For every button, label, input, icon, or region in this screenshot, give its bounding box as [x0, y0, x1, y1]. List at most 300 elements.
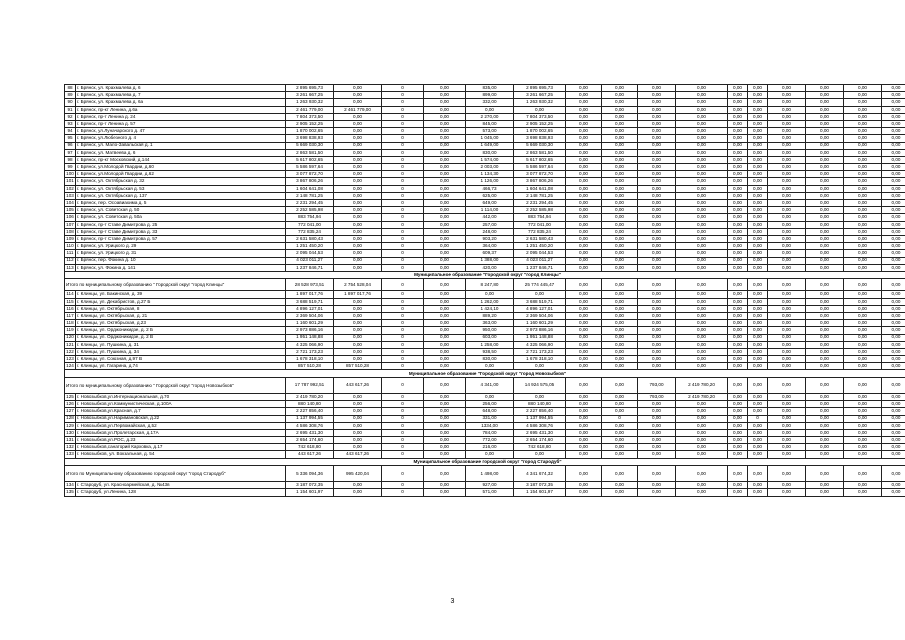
value-cell: 0,00	[334, 156, 382, 163]
value-cell: 0,00	[768, 178, 806, 185]
value-cell: 0,00	[566, 99, 602, 106]
value-cell: 0,00	[602, 408, 638, 415]
value-cell: 0,00	[676, 437, 728, 444]
row-number: 119	[66, 327, 74, 333]
value-cell: 0,00	[676, 85, 728, 92]
row-number: 89	[65, 92, 76, 99]
value-cell: 0	[382, 106, 424, 113]
row-number: 123	[66, 356, 74, 362]
value-cell: 0,00	[566, 85, 602, 92]
value-cell: 0,00	[424, 415, 466, 422]
value-cell: 1 649,00	[466, 142, 514, 149]
value-cell: 0,00	[424, 85, 466, 92]
table-row	[65, 298, 905, 305]
value-cell: 0,00	[748, 393, 768, 400]
address-cell: г. Новозыбков,ул.Наримановская, д.22	[76, 415, 286, 422]
value-cell: 0,00	[768, 106, 806, 113]
value-cell: 1 154 601,97	[514, 489, 566, 496]
value-cell: 0,00	[882, 312, 905, 319]
value-cell: 0,00	[748, 377, 768, 393]
value-cell: 0,00	[728, 235, 748, 242]
table-row	[65, 92, 905, 99]
value-cell: 648,00	[466, 408, 514, 415]
value-cell: 0,00	[676, 92, 728, 99]
value-cell: 0,00	[806, 106, 844, 113]
value-cell: 0,00	[844, 192, 882, 199]
value-cell: 0,00	[806, 451, 844, 458]
value-cell: 0,00	[566, 185, 602, 192]
value-cell: 0,00	[334, 429, 382, 436]
address-cell: г. Брянск, пр-т Ленина д. 57	[76, 120, 286, 127]
value-cell: 1 951 148,88	[514, 334, 566, 341]
table-row	[65, 327, 905, 334]
value-cell: 0,00	[728, 312, 748, 319]
value-cell: 0,00	[844, 106, 882, 113]
value-cell: 0,00	[844, 156, 882, 163]
value-cell: 0,00	[676, 128, 728, 135]
value-cell: 0,00	[602, 429, 638, 436]
value-cell: 0,00	[728, 200, 748, 207]
value-cell: 0,00	[748, 85, 768, 92]
row-number: 116	[66, 305, 74, 311]
value-cell: 0,00	[602, 334, 638, 341]
value-cell: 0,00	[844, 482, 882, 489]
value-cell: 0	[382, 221, 424, 228]
value-cell: 0,00	[882, 327, 905, 334]
value-cell: 0,00	[424, 235, 466, 242]
value-cell: 257,00	[466, 221, 514, 228]
section-header-row	[65, 458, 905, 466]
value-cell: 0,00	[676, 257, 728, 264]
value-cell: 0,00	[768, 250, 806, 257]
value-cell: 0,00	[728, 178, 748, 185]
value-cell: 0,00	[602, 99, 638, 106]
value-cell: 0,00	[424, 149, 466, 156]
table-row	[65, 437, 905, 444]
value-cell: 0,00	[748, 408, 768, 415]
value-cell: 0,00	[768, 99, 806, 106]
value-cell: 0,00	[768, 356, 806, 363]
value-cell: 0,00	[748, 341, 768, 348]
value-cell: 3 688 519,71	[286, 298, 334, 305]
value-cell: 0,00	[334, 408, 382, 415]
row-number: 106	[66, 214, 74, 220]
table-row	[65, 178, 905, 185]
row-number: 95	[65, 135, 76, 142]
value-cell: 899,00	[466, 92, 514, 99]
value-cell: 0,00	[676, 489, 728, 496]
value-cell: 0,00	[768, 363, 806, 370]
value-cell: 0	[382, 377, 424, 393]
value-cell: 0,00	[882, 235, 905, 242]
value-cell: 0,00	[676, 214, 728, 221]
value-cell: 5 617 802,65	[286, 156, 334, 163]
address-cell: г. Брянск, пер. Фокина д. 10	[76, 257, 286, 264]
address-cell: г. Брянск, ул. Матвеева д. 6	[76, 149, 286, 156]
value-cell: 772 835,24	[286, 228, 334, 235]
value-cell: 0,00	[676, 312, 728, 319]
value-cell: 0,00	[424, 408, 466, 415]
value-cell: 0,00	[602, 142, 638, 149]
value-cell: 0,00	[728, 156, 748, 163]
value-cell: 4 325 066,90	[514, 341, 566, 348]
value-cell: 0,00	[424, 334, 466, 341]
value-cell: 0	[382, 305, 424, 312]
value-cell: 2 095 044,53	[286, 250, 334, 257]
value-cell: 0,00	[638, 279, 676, 291]
value-cell: 0	[382, 85, 424, 92]
value-cell: 0,00	[728, 327, 748, 334]
value-cell: 0,00	[638, 482, 676, 489]
table-row	[65, 291, 905, 298]
value-cell: 0,00	[768, 192, 806, 199]
value-cell: 0	[382, 178, 424, 185]
value-cell: 0,00	[882, 250, 905, 257]
value-cell: 466,73	[466, 185, 514, 192]
value-cell: 0,00	[638, 320, 676, 327]
row-number: 127	[66, 408, 74, 414]
value-cell: 2 895 695,73	[286, 85, 334, 92]
value-cell: 0,00	[882, 120, 905, 127]
value-cell: 0,00	[334, 348, 382, 355]
value-cell: 0,00	[882, 348, 905, 355]
value-cell: 0,00	[638, 444, 676, 451]
value-cell: 0,00	[334, 142, 382, 149]
value-cell: 0,00	[806, 429, 844, 436]
value-cell: 0,00	[602, 327, 638, 334]
row-number: 128	[66, 415, 74, 421]
value-cell: 1 951 148,88	[286, 334, 334, 341]
value-cell: 0,00	[334, 92, 382, 99]
value-cell: 443 617,26	[334, 451, 382, 458]
value-cell: 0,00	[334, 264, 382, 271]
value-cell: 0,00	[768, 348, 806, 355]
value-cell: 0,00	[806, 178, 844, 185]
value-cell: 0,00	[748, 291, 768, 298]
value-cell: 0,00	[768, 334, 806, 341]
value-cell: 0,00	[424, 243, 466, 250]
row-number: 135	[66, 489, 74, 495]
value-cell: 0,00	[638, 298, 676, 305]
value-cell: 0,00	[424, 99, 466, 106]
value-cell: 4 341 674,32	[514, 466, 566, 482]
value-cell: 0,00	[638, 120, 676, 127]
table-row	[65, 305, 905, 312]
value-cell: 0,00	[806, 128, 844, 135]
value-cell: 0,00	[844, 120, 882, 127]
value-cell: 0,00	[748, 305, 768, 312]
value-cell: 0,00	[676, 429, 728, 436]
value-cell: 0,00	[638, 305, 676, 312]
value-cell: 442,00	[466, 214, 514, 221]
value-cell: 0,00	[334, 250, 382, 257]
address-cell: г. Брянск, ул. Фокина д. 141	[76, 264, 286, 271]
address-cell: г. Брянск, ул. Урицкого д. 29	[76, 243, 286, 250]
value-cell: 0,00	[768, 327, 806, 334]
row-number: 102	[66, 185, 74, 191]
value-cell: 0,00	[768, 257, 806, 264]
value-cell: 0	[382, 192, 424, 199]
value-cell: 0,00	[424, 305, 466, 312]
value-cell: 0,00	[728, 149, 748, 156]
value-cell: 0,00	[806, 149, 844, 156]
value-cell: 0	[382, 235, 424, 242]
value-cell: 0,00	[882, 99, 905, 106]
value-cell: 0,00	[334, 178, 382, 185]
value-cell: 0,00	[728, 377, 748, 393]
value-cell: 0,00	[882, 85, 905, 92]
value-cell: 0,00	[806, 489, 844, 496]
table-row	[65, 192, 905, 199]
value-cell: 0,00	[566, 92, 602, 99]
row-number: 132	[66, 444, 74, 450]
value-cell: 2 754 528,04	[334, 279, 382, 291]
row-number: 111	[65, 250, 76, 257]
value-cell: 0,00	[882, 408, 905, 415]
value-cell: 0	[382, 228, 424, 235]
value-cell: 0,00	[514, 393, 566, 400]
value-cell: 0,00	[676, 221, 728, 228]
address-cell: г. Брянск, ул. Октябрьская д. 32	[76, 178, 286, 185]
value-cell: 0,00	[676, 451, 728, 458]
value-cell: 0,00	[748, 348, 768, 355]
address-cell: г. Клинцы, ул. Орджоникидзе, д. 2 Б	[76, 327, 286, 334]
value-cell: 2 461 779,00	[334, 106, 382, 113]
value-cell: 4 586 308,76	[286, 422, 334, 429]
value-cell: 0,00	[748, 221, 768, 228]
value-cell: 0,00	[728, 291, 748, 298]
row-number: 109	[66, 235, 74, 241]
value-cell: 1 388,00	[466, 257, 514, 264]
value-cell: 14 924 575,05	[514, 377, 566, 393]
value-cell: 2 419 780,20	[286, 393, 334, 400]
value-cell: 0,00	[676, 120, 728, 127]
value-cell: 0	[382, 128, 424, 135]
row-number: 94	[65, 128, 76, 135]
value-cell: 0	[382, 291, 424, 298]
value-cell: 0,00	[806, 250, 844, 257]
value-cell: 0,00	[882, 257, 905, 264]
value-cell: 0,00	[768, 156, 806, 163]
value-cell: 0,00	[882, 192, 905, 199]
value-cell: 2 905 152,25	[286, 120, 334, 127]
value-cell: 0,00	[882, 451, 905, 458]
value-cell: 0,00	[424, 264, 466, 271]
value-cell: 0,00	[728, 250, 748, 257]
table-row	[65, 135, 905, 142]
value-cell: 0,00	[882, 106, 905, 113]
value-cell: 0,00	[728, 120, 748, 127]
value-cell: 880 140,80	[514, 401, 566, 408]
address-cell: г. Брянск, ул.Любезного д. 4	[76, 135, 286, 142]
row-number: 113	[66, 264, 74, 270]
value-cell: 0,00	[676, 334, 728, 341]
value-cell: 0,00	[638, 429, 676, 436]
value-cell: 0,00	[844, 451, 882, 458]
value-cell: 0,00	[638, 85, 676, 92]
value-cell: 0,00	[638, 408, 676, 415]
value-cell: 1 604 641,08	[514, 185, 566, 192]
value-cell: 0,00	[602, 444, 638, 451]
address-cell: г. Брянск, пр-т Ставе Димитрова д. 25	[76, 221, 286, 228]
value-cell: 0,00	[806, 185, 844, 192]
value-cell: 0,00	[602, 207, 638, 214]
value-cell: 0,00	[768, 320, 806, 327]
value-cell: 2 148 781,25	[286, 192, 334, 199]
value-cell: 0,00	[334, 437, 382, 444]
value-cell: 5 336 094,36	[286, 466, 334, 482]
address-cell: г. Брянск, пр-кт Московский, д.144	[76, 156, 286, 163]
value-cell: 0,00	[806, 298, 844, 305]
value-cell: 4 586 308,76	[514, 422, 566, 429]
value-cell: 0	[382, 320, 424, 327]
value-cell: 0,00	[844, 348, 882, 355]
value-cell: 0,00	[728, 489, 748, 496]
value-cell: 0,00	[602, 437, 638, 444]
value-cell: 0,00	[728, 401, 748, 408]
value-cell: 0,00	[676, 207, 728, 214]
value-cell: 793,00	[638, 377, 676, 393]
value-cell: 0,00	[882, 142, 905, 149]
address-cell: г. Стародуб, ул.Ленина, 128	[76, 489, 286, 496]
value-cell: 0,00	[748, 466, 768, 482]
value-cell: 0,00	[748, 99, 768, 106]
value-cell: 0,00	[806, 113, 844, 120]
value-cell: 7 804 373,50	[286, 113, 334, 120]
value-cell: 0,00	[566, 415, 602, 422]
value-cell: 0,00	[806, 214, 844, 221]
value-cell: 0	[382, 149, 424, 156]
value-cell: 0,00	[424, 437, 466, 444]
value-cell: 2 227 856,40	[286, 408, 334, 415]
value-cell: 3 261 667,25	[514, 92, 566, 99]
value-cell: 0,00	[602, 156, 638, 163]
value-cell: 0,00	[334, 164, 382, 171]
value-cell: 0,00	[844, 113, 882, 120]
value-cell: 0,00	[748, 149, 768, 156]
value-cell: 0,00	[424, 279, 466, 291]
value-cell: 0,00	[844, 489, 882, 496]
table-row	[65, 156, 905, 163]
value-cell: 0,00	[602, 451, 638, 458]
value-cell: 0	[382, 156, 424, 163]
value-cell: 5 617 802,65	[514, 156, 566, 163]
value-cell: 2 631 580,43	[514, 235, 566, 242]
value-cell: 0,00	[748, 264, 768, 271]
value-cell: 0,00	[748, 235, 768, 242]
value-cell: 0,00	[748, 120, 768, 127]
row-number: 114	[66, 291, 74, 297]
value-cell: 0,00	[768, 429, 806, 436]
value-cell: 0,00	[806, 348, 844, 355]
value-cell: 1 678 318,10	[514, 356, 566, 363]
value-cell: 0,00	[466, 363, 514, 370]
value-cell: 0,00	[768, 291, 806, 298]
value-cell: 0,00	[638, 92, 676, 99]
value-cell: 0,00	[768, 489, 806, 496]
value-cell: 0,00	[676, 291, 728, 298]
value-cell: 0,00	[768, 422, 806, 429]
value-cell: 0,00	[882, 214, 905, 221]
value-cell: 3 077 872,70	[286, 171, 334, 178]
value-cell: 0,00	[844, 305, 882, 312]
value-cell: 0,00	[844, 264, 882, 271]
value-cell: 0,00	[768, 142, 806, 149]
address-cell: г. Брянск, ул.Молодой Гвардии, д.60	[76, 164, 286, 171]
value-cell: 0,00	[806, 85, 844, 92]
value-cell: 571,00	[466, 489, 514, 496]
value-cell: 0,00	[638, 489, 676, 496]
value-cell: 0,00	[602, 489, 638, 496]
value-cell: 0,00	[424, 156, 466, 163]
value-cell: 0,00	[566, 401, 602, 408]
value-cell: 0,00	[602, 243, 638, 250]
row-number: 91	[65, 106, 76, 113]
value-cell: 5 586 597,64	[514, 164, 566, 171]
value-cell: 0,00	[424, 178, 466, 185]
row-number: 92	[65, 113, 76, 120]
value-cell: 1 897 017,76	[334, 291, 382, 298]
table-row	[65, 235, 905, 242]
value-cell: 0,00	[566, 128, 602, 135]
value-cell: 0,00	[424, 401, 466, 408]
value-cell: 0,00	[748, 327, 768, 334]
value-cell: 0	[382, 135, 424, 142]
value-cell: 364,00	[466, 243, 514, 250]
table-row	[65, 164, 905, 171]
value-cell: 2 863 581,50	[286, 149, 334, 156]
value-cell: 950,00	[466, 327, 514, 334]
value-cell: 0,00	[566, 451, 602, 458]
value-cell: 420,00	[466, 264, 514, 271]
value-cell: 0	[382, 482, 424, 489]
value-cell: 0,00	[514, 291, 566, 298]
value-cell: 0,00	[768, 221, 806, 228]
value-cell: 5 669 030,30	[514, 142, 566, 149]
value-cell: 0,00	[424, 164, 466, 171]
value-cell: 0,00	[728, 135, 748, 142]
value-cell: 772 835,24	[514, 228, 566, 235]
value-cell: 0,00	[806, 235, 844, 242]
value-cell: 0,00	[566, 120, 602, 127]
table-row	[65, 85, 905, 92]
value-cell: 0,00	[676, 192, 728, 199]
value-cell: 0	[382, 214, 424, 221]
address-cell: г. Брянск, пр-т Ставе Димитрова д. 57	[76, 235, 286, 242]
value-cell: 4 896 127,01	[286, 305, 334, 312]
value-cell: 0,00	[768, 401, 806, 408]
value-cell: 0,00	[424, 489, 466, 496]
value-cell: 0,00	[728, 106, 748, 113]
value-cell: 0,00	[882, 156, 905, 163]
value-cell: 0,00	[748, 135, 768, 142]
value-cell: 0,00	[602, 312, 638, 319]
value-cell: 609,37	[466, 250, 514, 257]
value-cell: 0,00	[768, 279, 806, 291]
table-row	[65, 312, 905, 319]
value-cell: 2 654 174,60	[514, 437, 566, 444]
value-cell: 0,00	[334, 185, 382, 192]
value-cell: 0,00	[566, 200, 602, 207]
value-cell: 0,00	[748, 482, 768, 489]
value-cell: 0,00	[728, 334, 748, 341]
value-cell: 0,00	[424, 341, 466, 348]
row-number: 131	[66, 437, 74, 443]
address-cell: г. Клинцы, ул. Бакинская, д. 39	[76, 291, 286, 298]
row-number: 96	[65, 142, 76, 149]
value-cell: 0,00	[728, 451, 748, 458]
value-cell: 0,00	[768, 264, 806, 271]
